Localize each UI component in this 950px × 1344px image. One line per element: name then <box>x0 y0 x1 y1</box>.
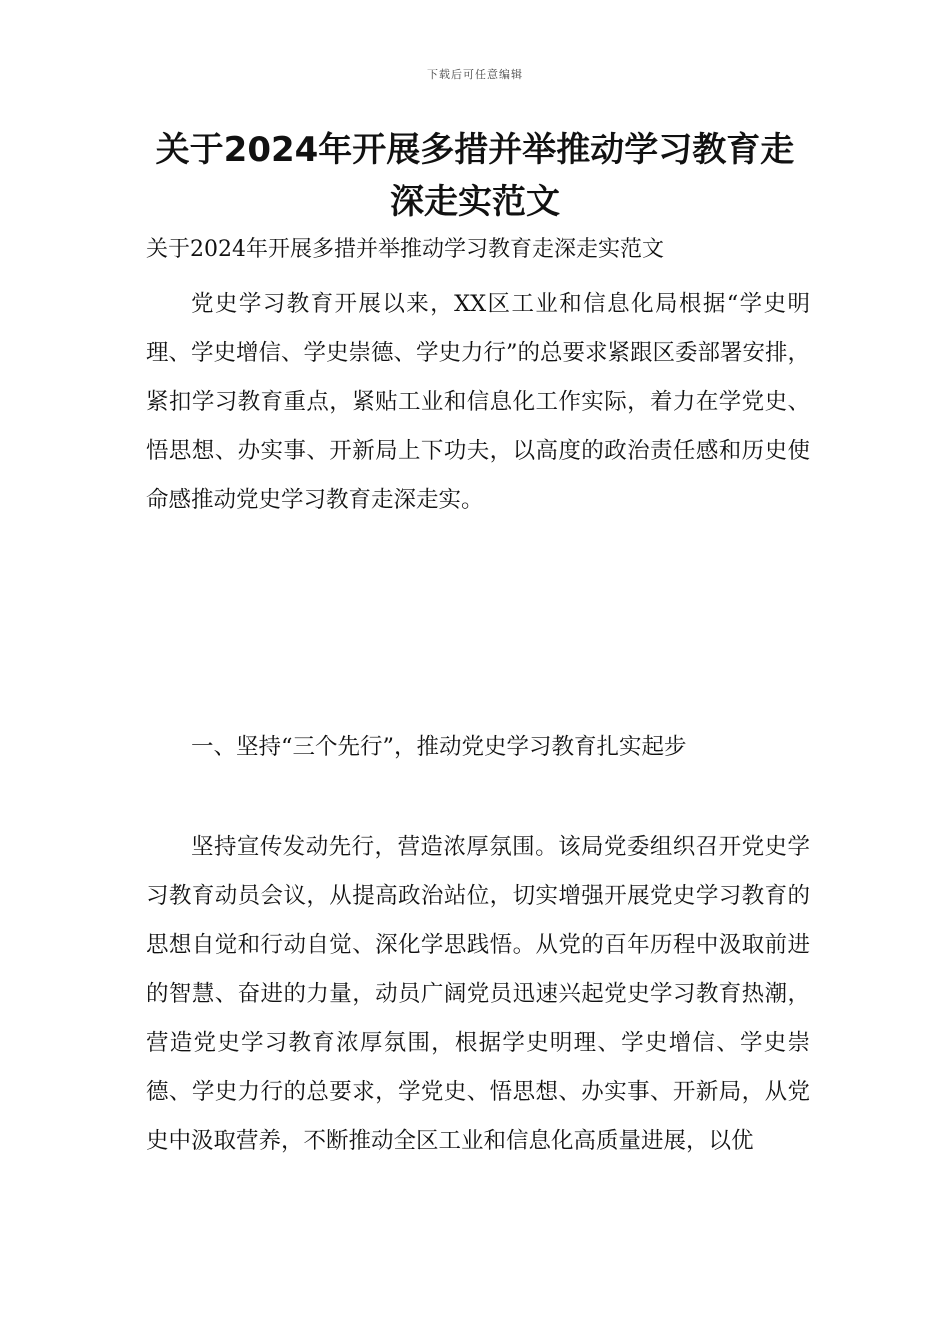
section-paragraph: 坚持宣传发动先行，营造浓厚氛围。该局党委组织召开党史学习教育动员会议，从提高政治站位，切实增强开展党史学习教育的思想自觉和行动自觉、深化学思践悟。从党的百年历程中汲取前进的智慧、奋进的力量，动员广阔党员迅速兴起党史学习教育热潮，营造党史学习教育浓厚氛围，根据学史明理、学史增信、学史崇德、学史力行的总要求，学党史、悟思想、办实事、开新局，从党史中汲取营养，不断推动全区工业和信息化高质量进展，以优 <box>146 834 810 1154</box>
document-title: 关于2024年开展多措并举推动学习教育走深走实范文 <box>155 130 795 222</box>
section-heading: 一、坚持“三个先行”，推动党史学习教育扎实起步 <box>191 734 687 760</box>
header-note: 下载后可任意编辑 <box>427 68 523 81</box>
document-subtitle: 关于2024年开展多措并举推动学习教育走深走实范文 <box>146 237 664 262</box>
intro-paragraph: 党史学习教育开展以来，XX区工业和信息化局根据“学史明理、学史增信、学史崇德、学史力行”的总要求紧跟区委部署安排，紧扣学习教育重点，紧贴工业和信息化工作实际，着力在学党史、悟思想、办实事、开新局上下功夫，以高度的政治责任感和历史使命感推动党史学习教育走深走实。 <box>146 291 811 513</box>
